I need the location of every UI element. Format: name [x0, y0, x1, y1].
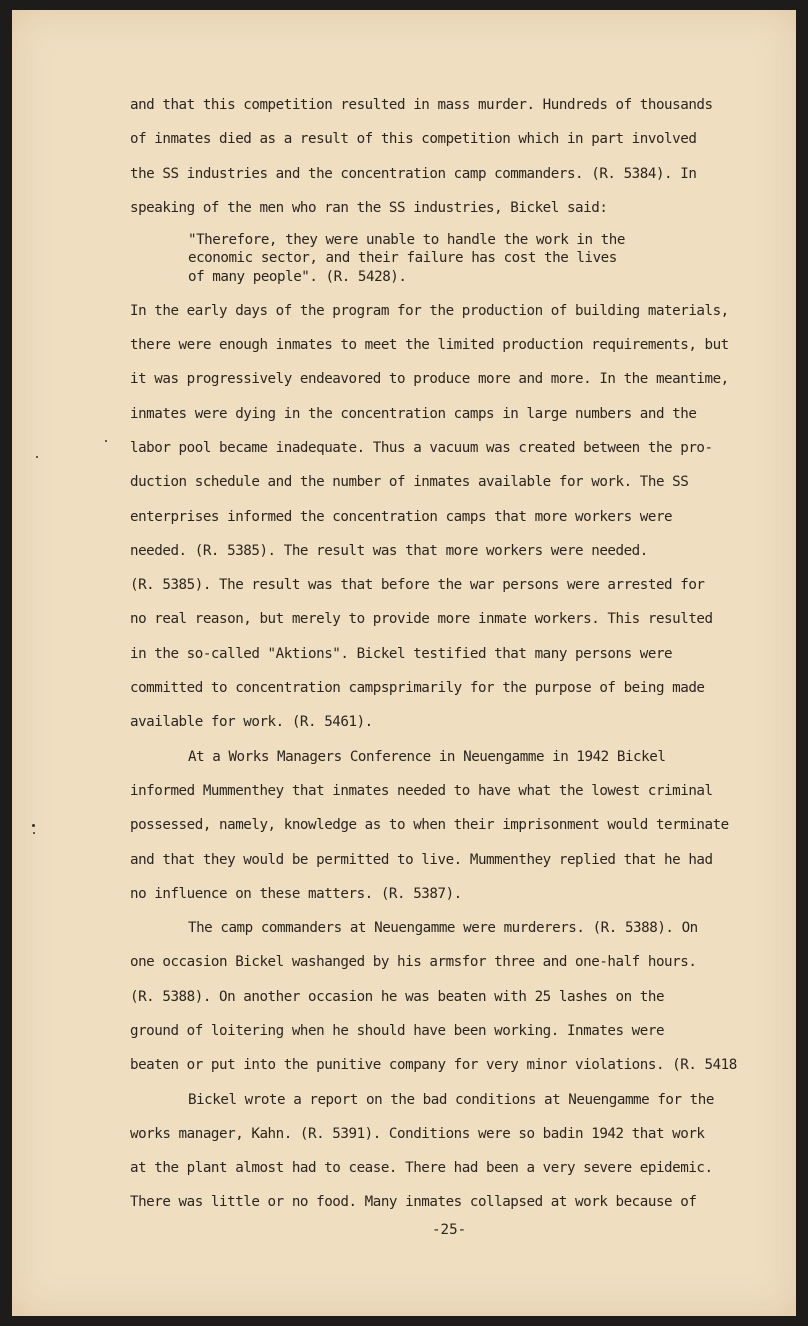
text-line: and that they would be permitted to live. Mummenthey replied that he had	[130, 851, 713, 868]
quote-line: economic sector, and their failure has cost the lives	[188, 250, 617, 267]
paragraph-1	[130, 88, 770, 225]
text-line: no influence on these matters. (R. 5387).	[130, 885, 462, 902]
quote-line: "Therefore, they were unable to handle the work in the	[188, 232, 625, 249]
paragraph-2	[130, 294, 770, 740]
text-line: no real reason, but merely to provide more inmate workers. This resulted	[130, 611, 713, 628]
page-number: -25-	[432, 1222, 467, 1238]
text-line: inmates were dying in the concentration camps in large numbers and the	[130, 405, 697, 422]
text-line: in the so-called "Aktions". Bickel testified that many persons were	[130, 645, 673, 662]
text-line: at the plant almost had to cease. There had been a very severe epidemic.	[130, 1160, 713, 1177]
text-line: it was progressively endeavored to produce more and more. In the meantime,	[130, 371, 729, 388]
text-line: beaten or put into the punitive company for very minor violations. (R. 5418	[130, 1057, 737, 1074]
paragraph-5	[130, 1083, 770, 1220]
text-line: of inmates died as a result of this competition which in part involved	[130, 131, 697, 148]
text-line: speaking of the men who ran the SS industries, Bickel said:	[130, 199, 608, 216]
text-line: works manager, Kahn. (R. 5391). Conditions were so badin 1942 that work	[130, 1125, 705, 1142]
text-line: labor pool became inadequate. Thus a vacuum was created between the pro-	[130, 439, 713, 456]
text-line: there were enough inmates to meet the limited production requirements, but	[130, 337, 729, 354]
text-line: duction schedule and the number of inmates available for work. The SS	[130, 474, 689, 491]
text-line: available for work. (R. 5461).	[130, 714, 373, 731]
text-line: committed to concentration campsprimarily for the purpose of being made	[130, 680, 705, 697]
block-quote	[130, 231, 770, 286]
text-line: and that this competition resulted in mass murder. Hundreds of thousands	[130, 97, 713, 113]
text-line: enterprises informed the concentration camps that more workers were	[130, 508, 673, 525]
text-line: Bickel wrote a report on the bad conditions at Neuengamme for the	[188, 1091, 714, 1108]
text-line: At a Works Managers Conference in Neuengamme in 1942 Bickel	[188, 748, 666, 765]
text-line: the SS industries and the concentration camp commanders. (R. 5384). In	[130, 165, 697, 182]
text-line: possessed, namely, knowledge as to when their imprisonment would terminate	[130, 817, 729, 834]
paper-speck	[105, 440, 107, 442]
text-line: (R. 5385). The result was that before the war persons were arrested for	[130, 577, 705, 594]
paragraph-3	[130, 740, 770, 911]
text-line: informed Mummenthey that inmates needed to have what the lowest criminal	[130, 782, 713, 799]
quote-line: of many people". (R. 5428).	[188, 268, 407, 285]
document-body	[130, 88, 770, 1220]
text-line: needed. (R. 5385). The result was that more workers were needed.	[130, 542, 648, 559]
document-page	[12, 10, 796, 1316]
paper-speck	[33, 832, 35, 834]
text-line: The camp commanders at Neuengamme were murderers. (R. 5388). On	[188, 920, 698, 937]
paper-speck	[32, 824, 35, 827]
text-line: ground of loitering when he should have been working. Inmates were	[130, 1022, 665, 1039]
paper-speck	[36, 456, 38, 458]
text-line: In the early days of the program for the production of building materials,	[130, 302, 729, 319]
paragraph-4	[130, 911, 770, 1082]
text-line: There was little or no food. Many inmates collapsed at work because of	[130, 1194, 697, 1211]
text-line: (R. 5388). On another occasion he was beaten with 25 lashes on the	[130, 988, 665, 1005]
text-line: one occasion Bickel washanged by his armsfor three and one-half hours.	[130, 954, 697, 971]
